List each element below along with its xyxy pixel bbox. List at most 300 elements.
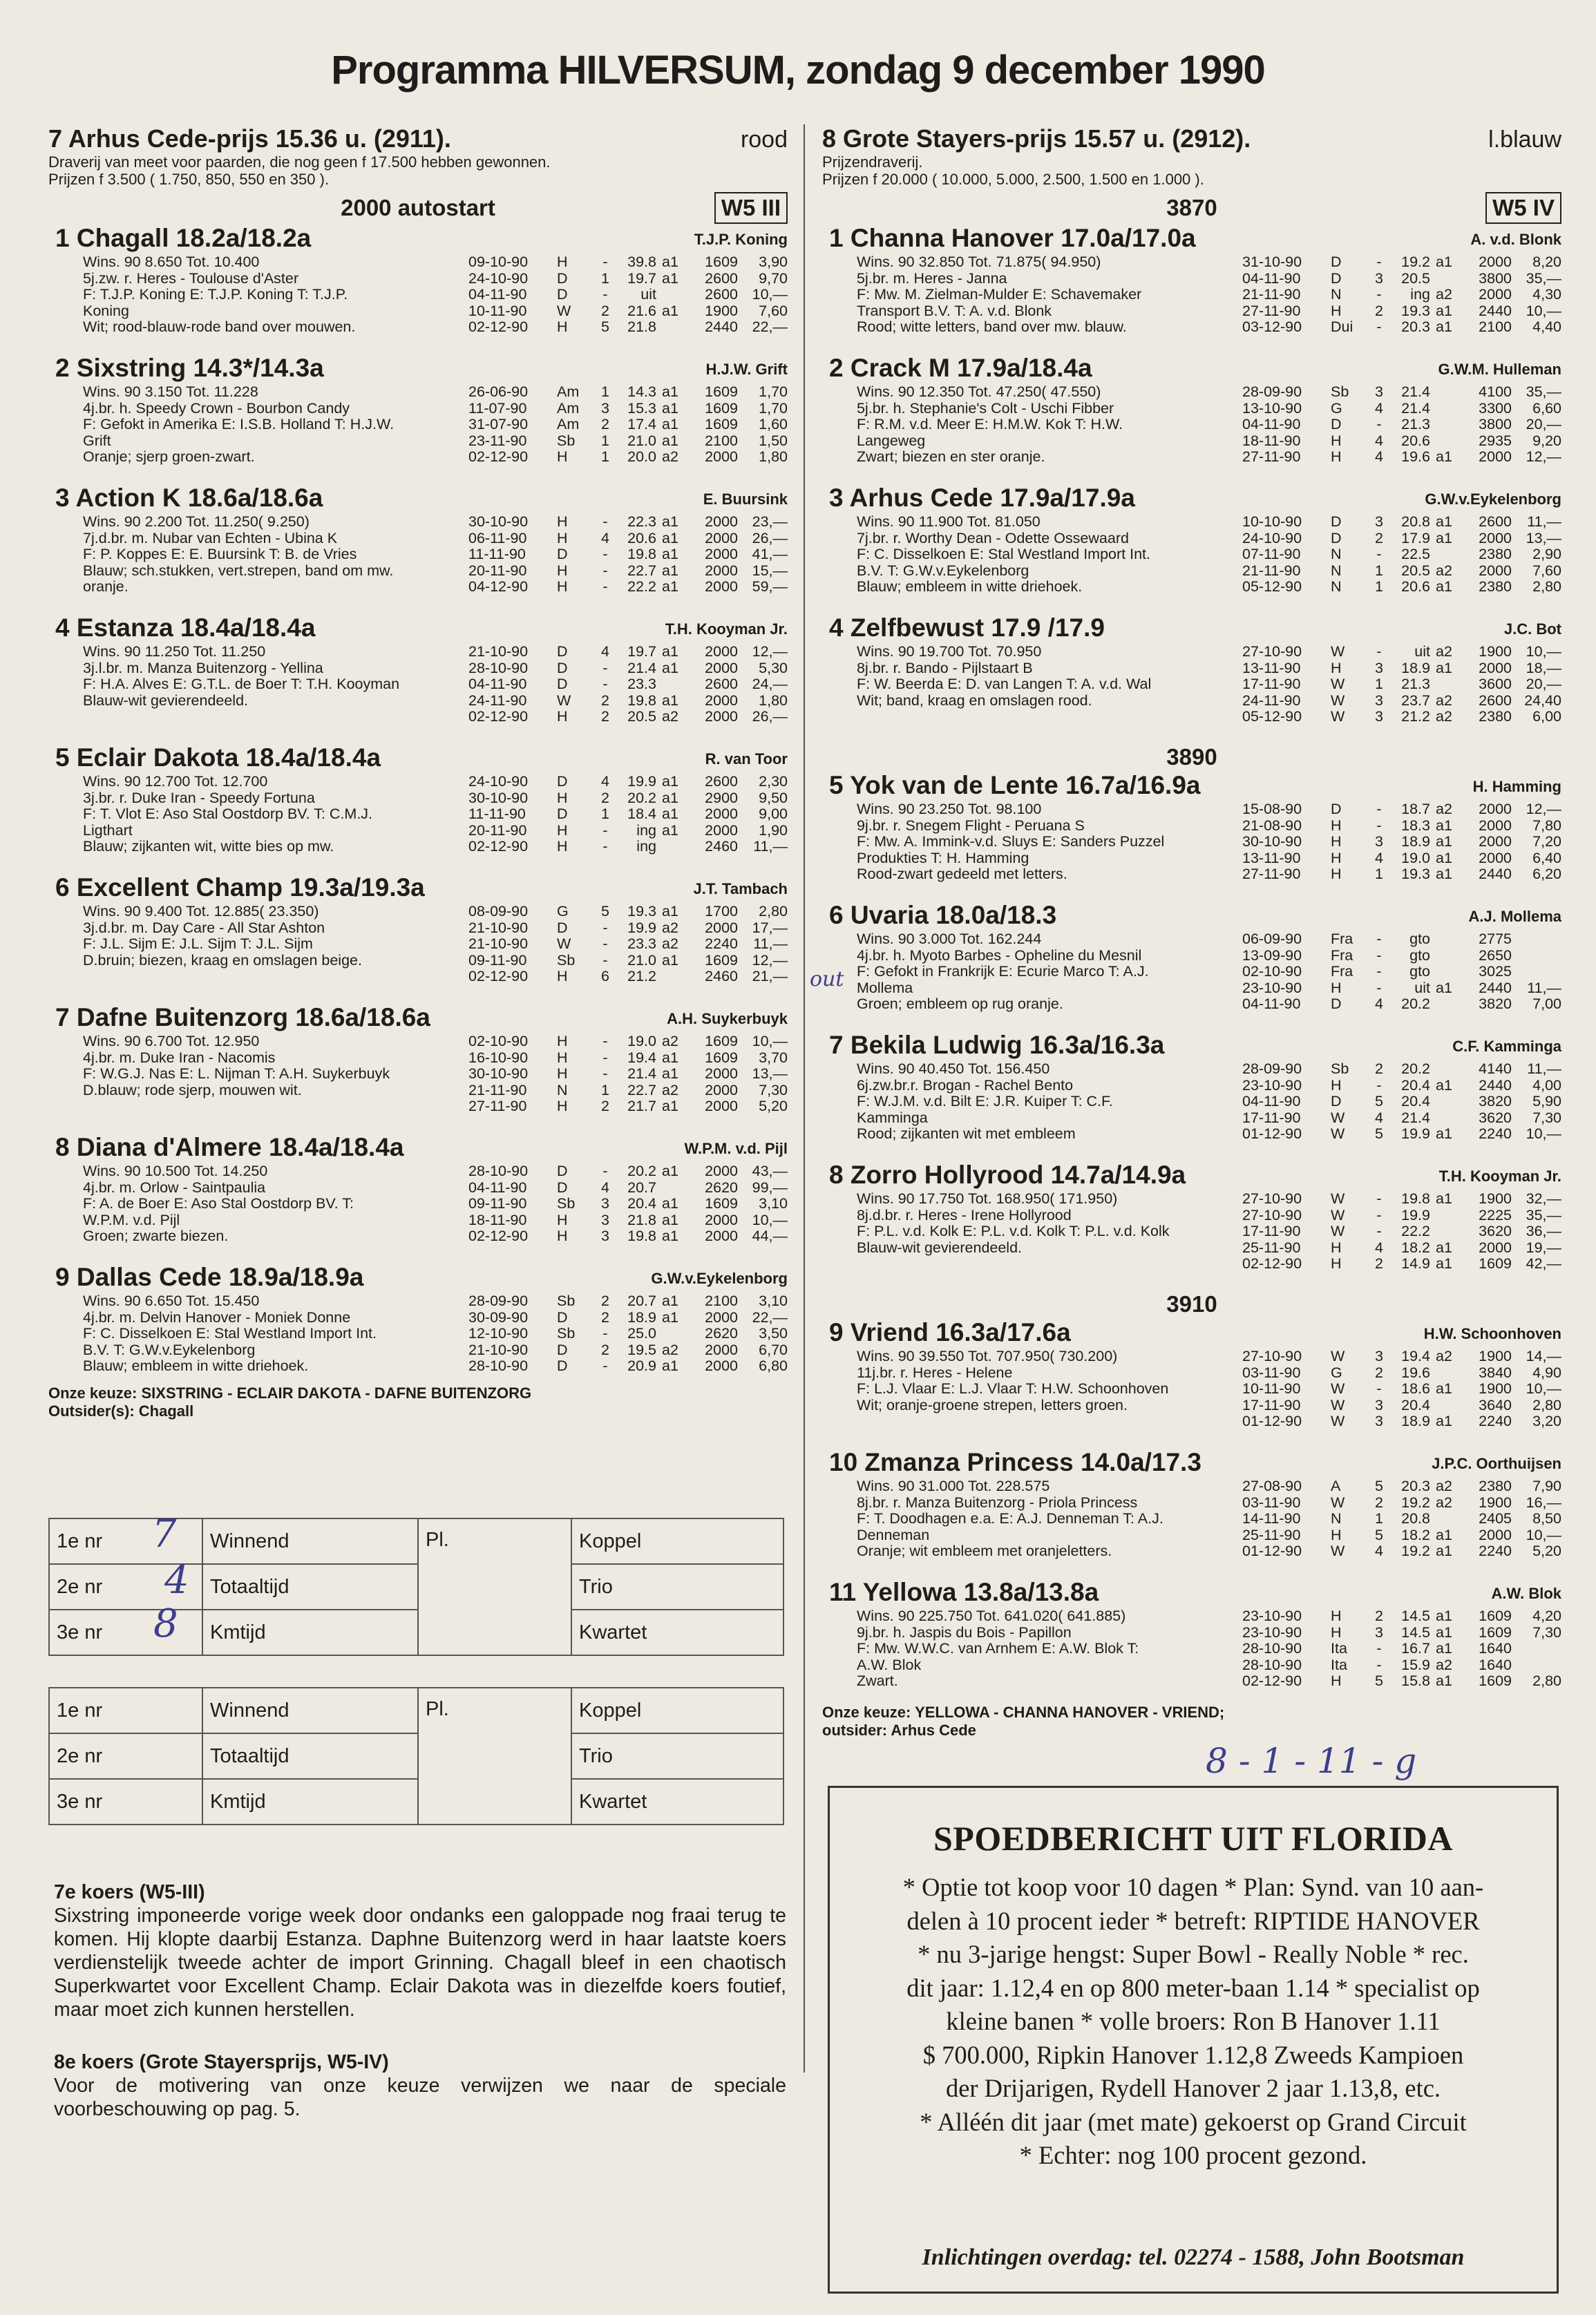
perf-distance: 1900 [1479, 1191, 1512, 1207]
performance-row [468, 319, 788, 336]
perf-track: H [557, 1033, 568, 1049]
horse-info-line: A.W. Blok [857, 1657, 922, 1673]
perf-start [1430, 1094, 1466, 1110]
perf-odds: 10,— [1526, 644, 1561, 660]
perf-place: 4 [601, 1179, 609, 1196]
perf-time: 21.8 [627, 1212, 656, 1228]
performance-row [1242, 1543, 1561, 1560]
perf-odds: 16,— [1526, 1494, 1561, 1511]
horse-info-line: Mollema [857, 980, 913, 996]
perf-time: 18.6 [1401, 1381, 1430, 1397]
perf-odds: 7,30 [1532, 1624, 1561, 1641]
perf-odds: 5,90 [1532, 1094, 1561, 1109]
outsider-line: Outsider(s): Chagall [48, 1402, 194, 1420]
horse-info [83, 644, 470, 709]
perf-start: a1 [1436, 817, 1452, 834]
performance-row [1242, 1398, 1561, 1414]
performance-row [1242, 834, 1561, 850]
race-name: 8 Grote Stayers-prijs 15.57 u. (2912). [822, 124, 1251, 153]
perf-date: 09-11-90 [468, 952, 527, 969]
perf-track: N [1331, 1511, 1342, 1527]
perf-track: W [1331, 1223, 1345, 1239]
perf-time: 20.6 [1401, 579, 1430, 595]
perf-time: 19.8 [1401, 1191, 1430, 1207]
performance-table [468, 774, 788, 855]
perf-start: a1 [1436, 530, 1452, 546]
perf-odds [1512, 1657, 1561, 1674]
perf-start: a1 [662, 579, 678, 595]
perf-start: a2 [1436, 644, 1452, 660]
horse-name: 3 Action K 18.6a/18.6a [55, 484, 323, 512]
perf-date: 27-10-90 [1242, 1349, 1302, 1364]
perf-time: 22.2 [1401, 1223, 1430, 1239]
perf-track: N [1331, 562, 1342, 579]
perf-time: 19.7 [627, 644, 656, 660]
perf-time: 20.3 [1401, 319, 1430, 335]
trainer-name: G.W.v.Eykelenborg [1425, 490, 1561, 508]
horse-name: 4 Estanza 18.4a/18.4a [55, 613, 316, 642]
perf-date: 21-08-90 [1242, 817, 1302, 834]
perf-distance: 2000 [705, 660, 738, 676]
horse-name: 7 Bekila Ludwig 16.3a/16.3a [829, 1031, 1165, 1059]
horse-info [857, 644, 1244, 709]
horse-info-line: Wins. 90 8.650 Tot. 10.400 [83, 254, 260, 270]
perf-distance: 2440 [1479, 303, 1512, 319]
perf-date: 10-10-90 [1242, 514, 1302, 530]
perf-date: 10-11-90 [468, 303, 527, 319]
horse-name: 7 Dafne Buitenzorg 18.6a/18.6a [55, 1003, 430, 1031]
perf-distance: 1900 [1479, 644, 1512, 660]
perf-track: H [557, 562, 568, 579]
horse-info-line: Rood; zijkanten wit met embleem [857, 1126, 1076, 1142]
perf-time: uit [1414, 980, 1430, 996]
perf-start: a1 [662, 400, 678, 417]
perf-odds [1512, 948, 1561, 964]
perf-date: 09-11-90 [468, 1196, 527, 1212]
perf-track: Ita [1331, 1657, 1347, 1673]
perf-odds: 10,— [1526, 303, 1561, 319]
performance-table [1242, 1191, 1561, 1273]
perf-time: 19.9 [1401, 1207, 1430, 1223]
perf-place: - [1376, 1641, 1382, 1657]
perf-track: H [1331, 1608, 1342, 1624]
perf-date: 04-11-90 [468, 1179, 527, 1196]
perf-date: 28-10-90 [468, 1163, 529, 1179]
horse-entry [822, 484, 1561, 613]
horse-info-line: Blauw-wit gevierendeeld. [83, 692, 249, 709]
horse-info-line: F: P. Koppes E: E. Buursink T: B. de Vries [83, 546, 357, 562]
perf-time: 19.0 [627, 1033, 656, 1049]
perf-date: 28-10-90 [468, 660, 529, 676]
performance-row [468, 806, 788, 823]
trainer-name: J.T. Tambach [693, 880, 788, 897]
perf-place: 3 [601, 1228, 609, 1244]
horse-name: 11 Yellowa 13.8a/13.8a [829, 1578, 1099, 1606]
horse-entry [822, 224, 1561, 354]
perf-date: 28-10-90 [1242, 1657, 1302, 1673]
horse-info [857, 1061, 1244, 1143]
perf-odds: 10,— [1526, 1381, 1561, 1397]
perf-odds: 6,40 [1532, 850, 1561, 866]
perf-place: - [602, 676, 608, 692]
perf-distance: 1700 [705, 904, 738, 920]
perf-date: 30-10-90 [468, 514, 529, 530]
perf-time: 18.2 [1401, 1527, 1430, 1543]
perf-track: W [1331, 1126, 1345, 1142]
horse-name: 6 Excellent Champ 19.3a/19.3a [55, 873, 425, 902]
perf-distance: 2440 [1479, 1077, 1512, 1094]
trainer-name: H.W. Schoonhoven [1423, 1325, 1561, 1342]
perf-place: - [1376, 964, 1382, 980]
trainer-name: G.W.M. Hulleman [1438, 361, 1561, 378]
perf-place: 3 [1375, 834, 1383, 850]
performance-table [1242, 1349, 1561, 1430]
perf-distance: 2000 [705, 1098, 738, 1114]
performance-row [1242, 546, 1561, 563]
perf-place: 4 [1375, 850, 1383, 866]
performance-row [468, 1066, 788, 1083]
perf-track: H [557, 822, 568, 839]
performance-row [1242, 271, 1561, 287]
start-row [822, 192, 1561, 224]
horse-info-line: Wins. 90 17.750 Tot. 168.950( 171.950) [857, 1191, 1118, 1207]
perf-date: 02-10-90 [468, 1033, 529, 1049]
perf-distance: 2000 [705, 1212, 738, 1228]
perf-distance: 2000 [1479, 254, 1512, 270]
perf-time: 18.4 [627, 806, 656, 822]
performance-row [1242, 980, 1561, 997]
trainer-name: A. v.d. Blonk [1470, 231, 1561, 248]
perf-odds: 1,70 [759, 400, 788, 417]
perf-distance: 3025 [1479, 964, 1512, 980]
perf-distance: 1609 [705, 417, 738, 432]
horse-info-line: F: T. Doodhagen e.a. E: A.J. Denneman T: A.J. [857, 1511, 1163, 1527]
perf-date: 17-11-90 [1242, 676, 1301, 692]
horse-info-line: Wit; oranje-groene strepen, letters groen. [857, 1397, 1128, 1413]
perf-distance: 2000 [1479, 834, 1512, 850]
performance-table [468, 1033, 788, 1115]
perf-date: 18-11-90 [468, 1212, 527, 1228]
perf-place: 3 [601, 1212, 609, 1228]
perf-track: H [557, 790, 568, 806]
perf-start [1430, 676, 1466, 693]
horse-info-line: Zwart; biezen en ster oranje. [857, 449, 1045, 465]
perf-start [656, 1326, 692, 1342]
perf-place: - [602, 1066, 608, 1082]
perf-place: 2 [601, 692, 609, 709]
advertisement-box [828, 1786, 1559, 2294]
performance-row [468, 839, 788, 855]
performance-row [1242, 1191, 1561, 1208]
race-class-badge: W5 IV [1485, 192, 1561, 224]
horse-info [857, 931, 1244, 1013]
perf-odds: 13,— [752, 1066, 788, 1082]
trainer-name: G.W.v.Eykelenborg [651, 1270, 788, 1287]
horse-entry [822, 613, 1561, 743]
perf-track: Dui [1331, 319, 1353, 335]
perf-start: a1 [1436, 1608, 1452, 1624]
performance-row [468, 254, 788, 271]
perf-odds: 2,80 [759, 904, 788, 920]
horse-info-line: 3j.l.br. m. Manza Buitenzorg - Yellina [83, 660, 323, 676]
perf-time: 19.9 [627, 774, 656, 790]
perf-track: W [1331, 1543, 1345, 1559]
race-color: l.blauw [1488, 126, 1561, 153]
perf-place: - [602, 822, 608, 839]
performance-row [1242, 1208, 1561, 1224]
perf-distance: 2000 [1479, 660, 1512, 676]
perf-place: - [1376, 1191, 1382, 1207]
perf-time: 20.7 [627, 1293, 656, 1309]
perf-time: 20.4 [1401, 1397, 1430, 1413]
perf-track: H [1331, 660, 1342, 676]
perf-track: Sb [557, 432, 576, 449]
horse-info [83, 1293, 470, 1375]
perf-start: a2 [662, 1033, 678, 1049]
horse-info [857, 1478, 1244, 1560]
performance-row [468, 790, 788, 807]
perf-place: 2 [1375, 530, 1383, 546]
horse-info [83, 254, 470, 336]
perf-time: 22.5 [1401, 546, 1430, 562]
perf-odds: 3,10 [759, 1196, 788, 1212]
perf-distance: 2240 [1479, 1126, 1512, 1142]
horse-info-line: 4j.br. h. Myoto Barbes - Opheline du Mesnil [857, 947, 1142, 964]
perf-date: 23-10-90 [1242, 1624, 1302, 1641]
perf-distance: 3800 [1479, 417, 1512, 432]
perf-odds: 12,— [752, 952, 788, 969]
perf-place: - [602, 254, 608, 270]
perf-distance: 1609 [1479, 1256, 1512, 1272]
perf-distance: 4140 [1479, 1061, 1512, 1077]
horse-info-line: Blauw-wit gevierendeeld. [857, 1239, 1023, 1256]
performance-row [1242, 996, 1561, 1013]
perf-start [1430, 964, 1466, 980]
grid-winnend: Winnend [202, 1688, 418, 1733]
performance-row [1242, 1511, 1561, 1527]
perf-time: 22.3 [627, 514, 656, 530]
perf-start [1430, 384, 1466, 401]
horse-info-line: Produkties T: H. Hamming [857, 850, 1029, 866]
horse-info-line: W.P.M. v.d. Pijl [83, 1212, 180, 1228]
perf-start: a1 [1436, 660, 1452, 676]
perf-distance: 2000 [705, 546, 738, 562]
perf-date: 20-11-90 [468, 562, 527, 579]
handwritten-mark: 4 [164, 1558, 189, 1603]
performance-row [468, 953, 788, 969]
horse-entry [822, 1448, 1561, 1578]
handwritten-margin-note: out [810, 967, 844, 991]
perf-time: 19.8 [627, 1228, 656, 1244]
performance-row [468, 563, 788, 580]
horse-entry [822, 1031, 1561, 1161]
perf-start: a1 [662, 660, 678, 676]
perf-date: 04-11-90 [468, 287, 527, 303]
perf-time: 21.0 [627, 952, 656, 969]
horse-info-line: oranje. [83, 579, 129, 595]
perf-distance: 2000 [1479, 817, 1512, 834]
perf-distance: 1609 [705, 254, 738, 270]
perf-start [1430, 1208, 1466, 1224]
horse-info-line: Wins. 90 225.750 Tot. 641.020( 641.885) [857, 1608, 1126, 1624]
perf-track: H [557, 839, 568, 855]
perf-odds: 4,00 [1532, 1077, 1561, 1094]
perf-time: 20.6 [627, 530, 656, 546]
perf-time: 19.8 [627, 692, 656, 709]
performance-table [468, 1293, 788, 1375]
performance-row [1242, 563, 1561, 580]
perf-odds: 23,— [752, 514, 788, 530]
ad-line: * Alléén dit jaar (met mate) gekoerst op Grand Circuit [920, 2107, 1467, 2136]
perf-date: 24-11-90 [468, 692, 527, 709]
perf-track: H [557, 1049, 568, 1066]
perf-date: 02-12-90 [468, 839, 529, 855]
trainer-name: T.H. Kooyman Jr. [665, 620, 788, 638]
perf-date: 30-09-90 [468, 1309, 529, 1326]
horse-info [83, 384, 470, 466]
horse-entry [48, 1263, 788, 1393]
perf-track: G [1331, 400, 1342, 417]
horse-info-line: D.blauw; rode sjerp, mouwen wit. [83, 1082, 302, 1098]
trainer-name: A.W. Blok [1491, 1585, 1561, 1602]
perf-place: - [1376, 1223, 1382, 1239]
perf-track: W [1331, 1207, 1345, 1223]
perf-track: H [1331, 449, 1342, 465]
perf-place: 5 [1375, 1673, 1383, 1689]
perf-date: 11-07-90 [468, 400, 527, 417]
perf-distance: 2240 [1479, 1543, 1512, 1559]
perf-track: D [557, 270, 568, 287]
performance-row [468, 1212, 788, 1229]
horse-info-line: Wins. 90 32.850 Tot. 71.875( 94.950) [857, 254, 1101, 270]
perf-place: - [1376, 254, 1382, 270]
perf-date: 21-10-90 [468, 920, 529, 936]
perf-distance: 2000 [705, 1082, 738, 1098]
perf-odds: 24,40 [1524, 692, 1561, 709]
perf-place: 2 [1375, 303, 1383, 319]
perf-start: a1 [662, 1358, 678, 1374]
perf-date: 23-10-90 [1242, 1608, 1302, 1624]
performance-row [1242, 287, 1561, 303]
perf-date: 30-10-90 [468, 1066, 529, 1082]
perf-time: 21.2 [627, 969, 656, 984]
performance-row [468, 1293, 788, 1310]
perf-time: 19.8 [627, 546, 656, 562]
horse-info-line: 4j.br. m. Delvin Hanover - Moniek Donne [83, 1309, 351, 1326]
perf-date: 24-10-90 [468, 774, 529, 790]
perf-distance: 2000 [1479, 801, 1512, 817]
perf-track: D [1331, 1094, 1342, 1109]
perf-place: 6 [601, 969, 609, 984]
horse-info [83, 514, 470, 596]
perf-odds: 6,60 [1532, 400, 1561, 417]
horse-info-line: Wins. 90 3.150 Tot. 11.228 [83, 384, 258, 400]
perf-odds: 36,— [1526, 1223, 1561, 1239]
performance-table [1242, 514, 1561, 596]
perf-odds: 3,10 [759, 1293, 788, 1309]
perf-start: a2 [1436, 562, 1452, 579]
perf-odds: 11,— [1527, 980, 1561, 996]
perf-distance: 2000 [705, 1358, 738, 1374]
perf-track: D [1331, 417, 1342, 432]
perf-date: 10-11-90 [1242, 1381, 1301, 1397]
perf-date: 24-10-90 [1242, 530, 1302, 546]
ad-line: $ 700.000, Ripkin Hanover 1.12,8 Zweeds Kampioen [922, 2040, 1464, 2069]
horse-name: 10 Zmanza Princess 14.0a/17.3 [829, 1448, 1201, 1476]
perf-time: 39.8 [627, 254, 656, 270]
horse-info-line: 9j.br. h. Jaspis du Bois - Papillon [857, 1624, 1072, 1641]
perf-start: a1 [662, 530, 678, 546]
perf-odds [1512, 931, 1561, 948]
perf-date: 04-11-90 [1242, 417, 1301, 432]
performance-table [1242, 644, 1561, 725]
handwritten-mark: 8 [153, 1601, 178, 1646]
perf-odds: 8,50 [1532, 1511, 1561, 1527]
perf-date: 05-12-90 [1242, 579, 1302, 595]
horse-info-line: 4j.br. m. Duke Iran - Nacomis [83, 1049, 276, 1066]
horse-info [83, 774, 470, 855]
perf-odds: 7,20 [1532, 834, 1561, 850]
performance-row [468, 417, 788, 433]
horse-info-line: Wins. 90 2.200 Tot. 11.250( 9.250) [83, 514, 310, 530]
perf-start: a1 [1436, 1413, 1452, 1429]
horse-info-line: Wins. 90 39.550 Tot. 707.950( 730.200) [857, 1349, 1118, 1364]
perf-track: W [1331, 676, 1345, 692]
perf-odds: 17,— [752, 920, 788, 936]
perf-distance: 2000 [705, 579, 738, 595]
performance-row [1242, 1625, 1561, 1641]
perf-date: 13-09-90 [1242, 947, 1302, 964]
perf-distance: 3820 [1479, 1094, 1512, 1109]
perf-start: a1 [1436, 1077, 1452, 1094]
perf-odds: 2,80 [1532, 1673, 1561, 1689]
perf-place: 1 [1375, 1511, 1383, 1527]
perf-place: - [1376, 1381, 1382, 1397]
perf-date: 08-09-90 [468, 904, 529, 920]
perf-distance: 2000 [1479, 1239, 1512, 1256]
perf-odds: 1,90 [759, 822, 788, 839]
race-distance: 3870 [1166, 195, 1217, 220]
perf-start [1430, 1110, 1466, 1127]
perf-time: 19.4 [1401, 1349, 1430, 1364]
perf-place: 1 [601, 270, 609, 287]
horse-name: 4 Zelfbewust 17.9 /17.9 [829, 613, 1105, 642]
perf-distance: 4100 [1479, 384, 1512, 400]
perf-distance: 2000 [1479, 850, 1512, 866]
performance-row [1242, 531, 1561, 547]
perf-odds: 9,20 [1532, 432, 1561, 449]
perf-place: 1 [1375, 866, 1383, 882]
perf-odds: 7,30 [1532, 1109, 1561, 1126]
perf-distance: 2100 [705, 432, 738, 449]
perf-time: 19.3 [1401, 866, 1430, 882]
perf-place: 3 [1375, 514, 1383, 530]
performance-row [1242, 1240, 1561, 1257]
horse-info [857, 514, 1244, 596]
perf-date: 06-09-90 [1242, 931, 1302, 947]
perf-place: 4 [1375, 432, 1383, 449]
perf-start: a1 [662, 1066, 678, 1082]
perf-start [1430, 271, 1466, 287]
perf-date: 28-09-90 [1242, 384, 1302, 400]
perf-odds: 2,80 [1532, 579, 1561, 595]
performance-table [468, 904, 788, 985]
performance-row [468, 1050, 788, 1067]
horse-info-line: Wins. 90 23.250 Tot. 98.100 [857, 801, 1042, 817]
perf-time: 18.9 [1401, 1413, 1430, 1429]
perf-distance: 3600 [1479, 676, 1512, 692]
perf-time: uit [640, 287, 656, 303]
